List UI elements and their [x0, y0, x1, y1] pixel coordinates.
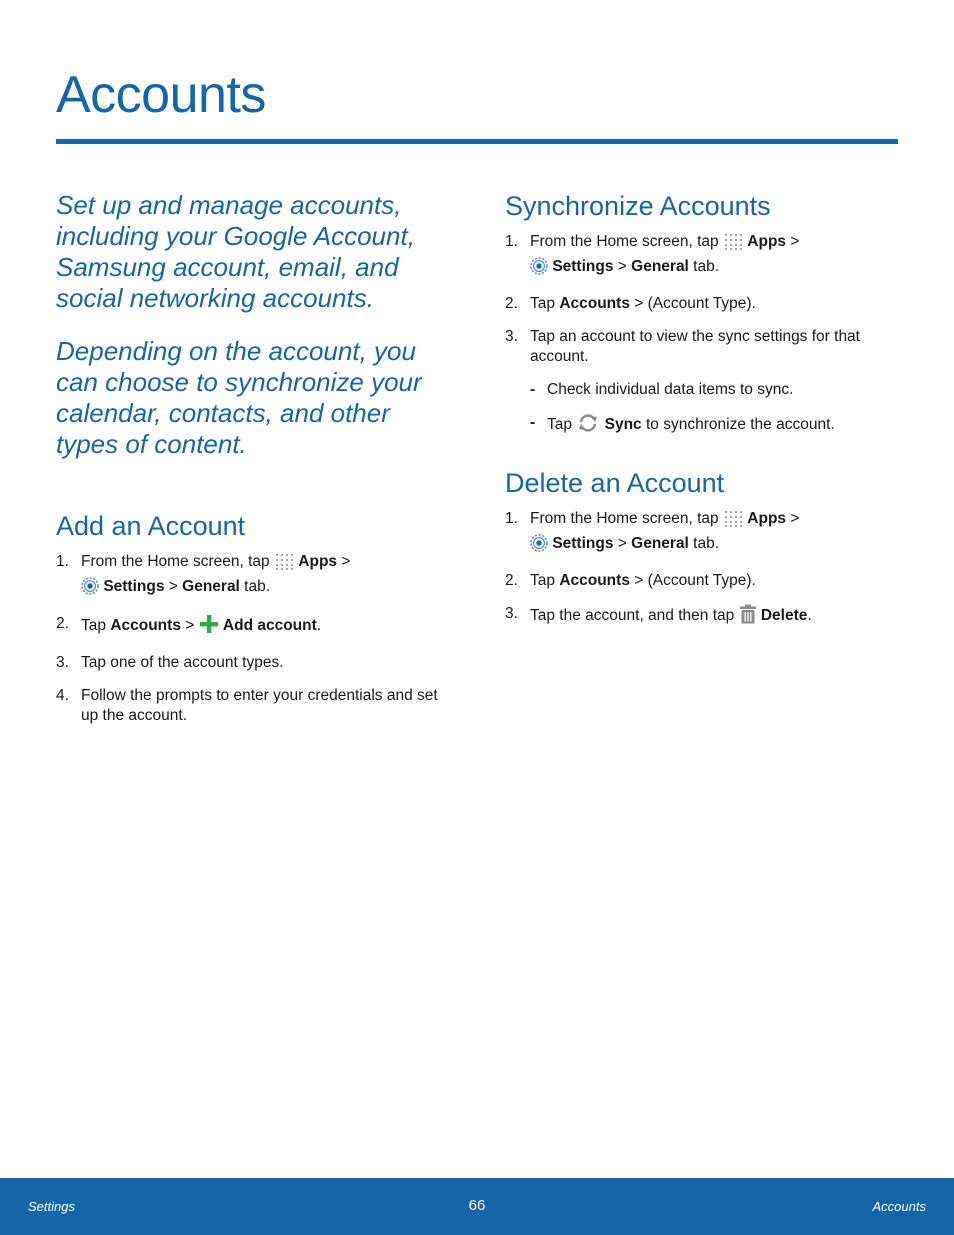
separator: > [786, 233, 800, 250]
list-item [56, 552, 451, 601]
step-text: From the Home screen, tap [530, 233, 723, 250]
step-text: > (Account Type). [629, 571, 756, 589]
list-item [56, 686, 451, 727]
intro-paragraph-1: Set up and manage accounts, including your Google Account, Samsung account, email, and social networking accounts. [56, 190, 415, 313]
step-text: Tap [530, 294, 560, 312]
step-text: . [807, 606, 812, 624]
sync-accounts-heading: Synchronize Accounts [505, 191, 771, 221]
add-account-heading: Add an Account [56, 511, 246, 541]
separator: > [613, 534, 632, 552]
separator: > [337, 553, 351, 570]
list-item [505, 604, 905, 631]
list-item [56, 653, 451, 674]
step-number: 1. [56, 553, 69, 570]
apps-label: Apps [298, 553, 338, 570]
add-account-steps [56, 552, 451, 739]
step-text: Tap [81, 616, 111, 634]
apps-grid-icon [723, 232, 743, 257]
list-item [56, 614, 451, 641]
list-item [530, 413, 905, 440]
settings-gear-icon [530, 534, 548, 559]
step-text: Tap one of the account types. [81, 653, 284, 671]
delete-label: Delete [760, 606, 808, 624]
trash-icon [739, 604, 757, 631]
general-label: General [631, 257, 689, 275]
step-number: 1. [505, 510, 518, 527]
sync-sub-list [530, 380, 905, 440]
list-item [505, 294, 905, 315]
step-text: > (Account Type). [629, 294, 756, 312]
sync-label: Sync [604, 415, 642, 433]
list-item [530, 380, 905, 401]
apps-label: Apps [747, 510, 787, 527]
sync-icon [576, 413, 600, 440]
step-text: tab. [688, 257, 720, 275]
list-item [505, 232, 905, 281]
step-number: 2. [56, 614, 69, 632]
separator: > [786, 510, 800, 527]
step-text: Tap [530, 571, 560, 589]
footer-chapter-label: Accounts [872, 1199, 926, 1214]
step-number: 3. [505, 327, 518, 345]
step-text: tab. [688, 534, 720, 552]
apps-grid-icon [723, 509, 743, 534]
apps-grid-icon [274, 552, 294, 577]
step-number: 2. [505, 294, 518, 312]
settings-label: Settings [552, 534, 614, 552]
step-text: Tap the account, and then tap [530, 606, 739, 624]
accounts-label: Accounts [110, 616, 181, 634]
add-account-label: Add account [222, 616, 317, 634]
apps-label: Apps [747, 233, 787, 250]
step-text: Follow the prompts to enter your credentials and set up the account. [81, 686, 438, 724]
page-number: 66 [468, 1197, 486, 1214]
bullet-text: to synchronize the account. [641, 415, 835, 433]
step-text: Tap an account to view the sync settings for that account. [530, 327, 860, 365]
settings-label: Settings [103, 577, 165, 595]
step-number: 2. [505, 571, 518, 589]
list-item [505, 571, 905, 592]
accounts-label: Accounts [559, 571, 630, 589]
general-label: General [182, 577, 240, 595]
separator: > [164, 577, 183, 595]
add-plus-icon [199, 614, 219, 641]
step-number: 3. [505, 604, 518, 622]
separator: > [180, 616, 199, 634]
sync-accounts-steps [505, 232, 905, 452]
step-number: 1. [505, 233, 518, 250]
step-text: From the Home screen, tap [81, 553, 274, 570]
bullet-text: Check individual data items to sync. [547, 380, 794, 398]
separator: > [613, 257, 632, 275]
list-item [505, 327, 905, 440]
step-number: 4. [56, 686, 69, 704]
step-text: . [316, 616, 322, 634]
settings-gear-icon [81, 577, 99, 602]
step-number: 3. [56, 653, 69, 671]
page-footer [0, 1178, 954, 1235]
list-item [505, 509, 905, 558]
delete-account-heading: Delete an Account [505, 468, 725, 498]
bullet-dash: - [530, 380, 536, 398]
accounts-label: Accounts [559, 294, 630, 312]
footer-section-label: Settings [28, 1199, 75, 1214]
step-text: From the Home screen, tap [530, 510, 723, 527]
settings-label: Settings [552, 257, 614, 275]
step-text: tab. [239, 577, 271, 595]
page-title: Accounts [56, 66, 266, 124]
intro-paragraph-2: Depending on the account, you can choose to synchronize your calendar, contacts, and other types of content. [56, 336, 422, 459]
title-rule [56, 139, 898, 144]
bullet-dash: - [530, 413, 536, 431]
delete-account-steps [505, 509, 905, 643]
general-label: General [631, 534, 689, 552]
bullet-text: Tap [547, 415, 577, 433]
settings-gear-icon [530, 257, 548, 282]
